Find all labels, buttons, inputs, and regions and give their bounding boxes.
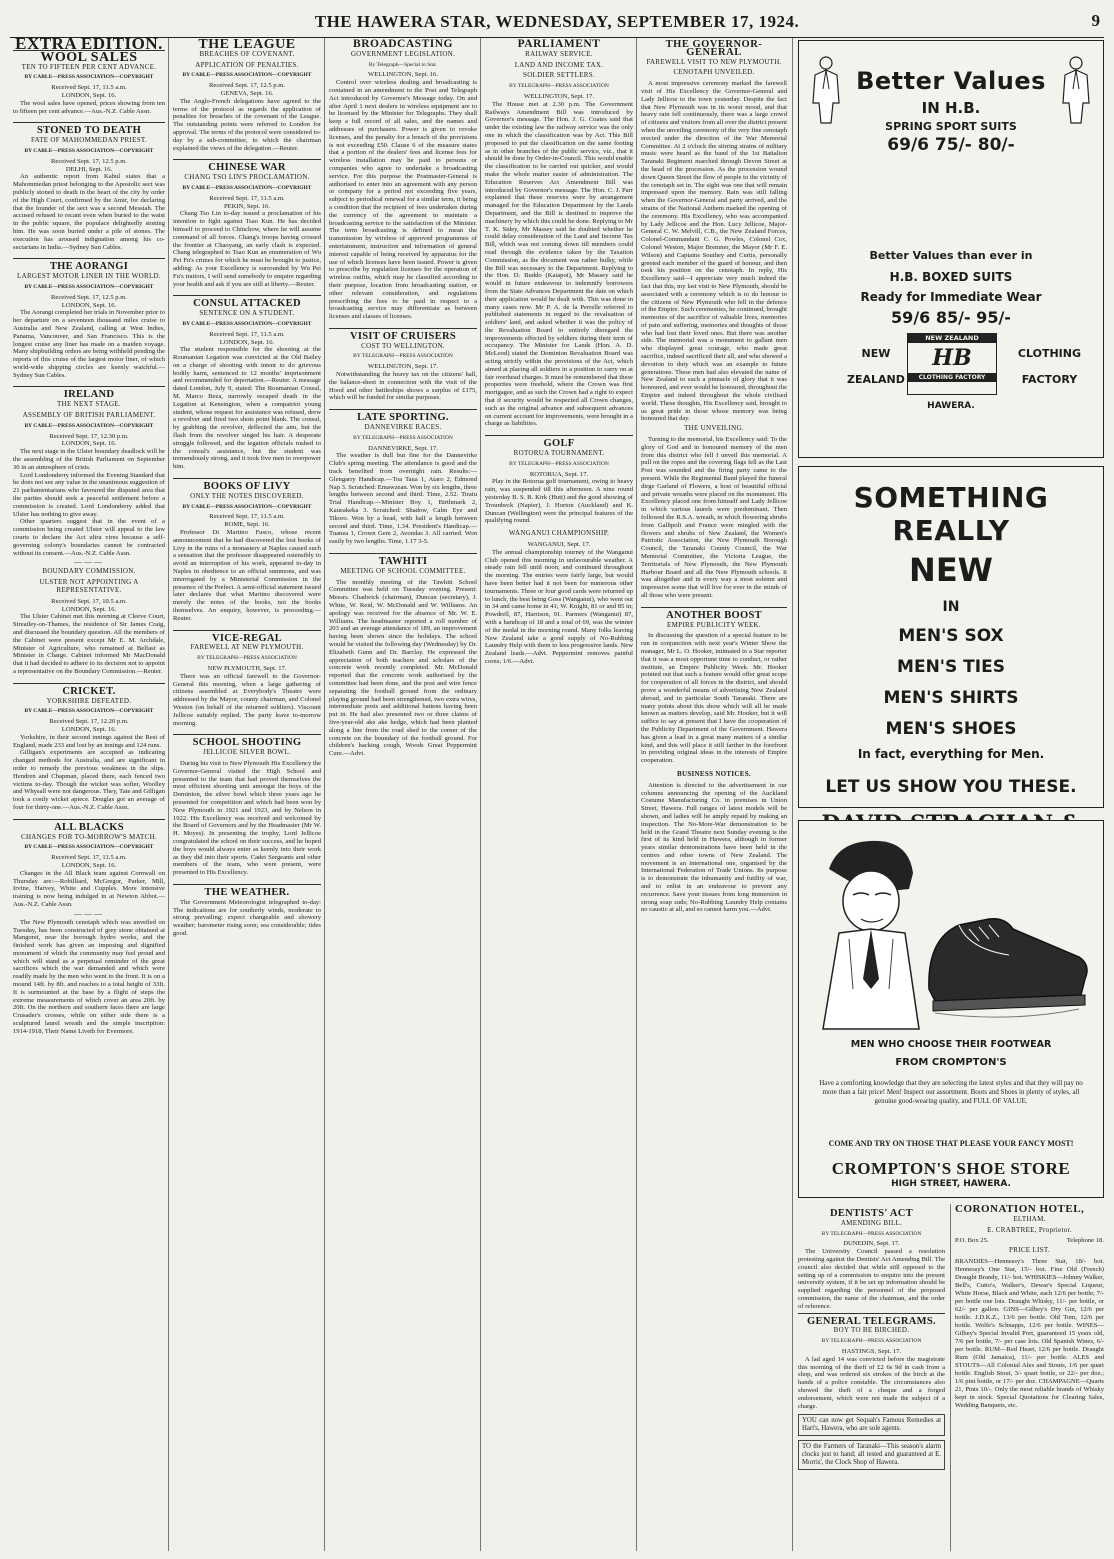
- dateline: WELLINGTON, Sept. 16.: [367, 71, 439, 79]
- cable-credit: BY CABLE—PRESS ASSOCIATION—COPYRIGHT: [182, 503, 312, 510]
- column-4: [482, 38, 636, 1551]
- telegraph-credit: BY TELEGRAPH—PRESS ASSOCIATION: [353, 434, 453, 441]
- dateline: GENEVA, Sept. 16.: [220, 89, 274, 97]
- hotel-name: CORONATION HOTEL,: [955, 1203, 1085, 1215]
- dateline: LONDON, Sept. 16.: [219, 338, 275, 346]
- ireland-subhead: THE NEXT STAGE.: [57, 400, 121, 409]
- price-list: BRANDIES—Hennessy's Three Star, 18/- bot. Hennessy's One Star, 15/- bot. Fine Old (French) Draught Brandy, 11/- bot. WHISKIES—Johnny Walker, Bell's, Cutto's, Walker's, Dewar's Special Liqueur, White Horse, Black and White, each 12/6 per bottle; 7/- per bottle one lots. Draught Whisky, 11/- per bottle, or 62/- per gallon. GINS—Gilbey's Dry Gin, 12/6 per bottle. J.D.K.Z., 13/6 per bottle. Old Tom, 12/6 per bottle. Wolfe's Schnapps, 12/6 per bottle. WINES—Gilbey's Special Invalid Port, guaranteed 15 years old, 7/6 per bottle, 7/- per case lots. Old Spanish Wines, 6/- per bottle. RUM—Red Heart, 12/6 per bottle. Draught Rum (Old Jamaica), 11/- per bottle. ALES and STOUTS—All Colonial Ales and Stouts, 1/6 per quart bottle. English Stout, 3/- quart bottle, or 22/- per doz.; 1/6 pint bottle, or 17/- per doz. CHAMPAGNE—Quarts 21, Pints 10/-. Only the most reliable brands of Whisky kept in stock. Special Quotations for Clearing Sales, Wedding Banquets, etc.: [955, 1257, 1104, 1409]
- parliament-subhead: RAILWAY SERVICE.: [525, 49, 593, 58]
- ad-prices: 59/6 85/- 95/-: [891, 308, 1011, 327]
- man-and-shoe-illustration: [809, 829, 1093, 1029]
- ad-headline: NEW: [909, 551, 993, 589]
- aorangi-subhead: LARGEST MOTOR LINER IN THE WORLD.: [17, 272, 161, 281]
- classified-ad: YOU can now get Sequah's Famous Remedies at Hart's, Hawera, who are sole agents.: [798, 1414, 945, 1436]
- stoned-subhead: FATE OF MAHOMMEDAN PRIEST.: [30, 136, 148, 145]
- received-line: Received Sept. 17, 12.5 p.m.: [51, 293, 127, 301]
- price-list-heading: PRICE LIST.: [1009, 1246, 1050, 1255]
- hb-logo: NEW ZEALAND HB CLOTHING FACTORY: [907, 333, 997, 395]
- divider: ———: [74, 557, 104, 567]
- received-line: Received Sept. 17, 12.5 p.m.: [209, 82, 285, 90]
- received-line: Received Sept. 17, 12.30 p.m.: [49, 432, 129, 440]
- all-blacks-subhead: CHANGES FOR TO-MORROW'S MATCH.: [20, 832, 158, 841]
- article-body: During his visit to New Plymouth His Excellency the Governor-General visited the High School and presented to the team that had proved themselves the most efficient shooting unit amongst the boys of the Dominion, the silver bowl which three years ago he presented for competition and which had been won by New Plymouth in 1921 and 1923, and by Nelson in 1922. His Excellency was received and welcomed by the Board of Governors and by the Headmaster (Mr W. H. Moyes). In presenting the trophy, Lord Jellicoe congratulated the school on their success, and he hoped the boys would always enter as keenly into their work as they did into their sports. Cadet Sergeants and other members of the team, who were present, were presented to His Excellency.: [173, 759, 321, 877]
- hotel-town: ELTHAM.: [1013, 1214, 1046, 1223]
- received-line: Received Sept. 17, 12.5 p.m.: [51, 157, 127, 165]
- ad-town: HAWERA.: [927, 401, 975, 411]
- stoned-headline: STONED TO DEATH: [13, 122, 165, 135]
- cable-credit: BY CABLE—PRESS ASSOCIATION—COPYRIGHT: [24, 422, 154, 429]
- dateline: DANNEVIRKE, Sept. 17.: [368, 444, 438, 452]
- boost-subhead: EMPIRE PUBLICITY WEEK.: [667, 620, 761, 629]
- shooting-subhead: JELLICOE SILVER BOWL.: [203, 748, 291, 757]
- article-body: Control over wireless dealing and broadcasting is contained in an amendment to the Post and Telegraph Act introduced by Governor's Message today. On and after April 1 next dealers in wireless equipment are to be licensed by the Minister for Telegraphs. They shall keep a full record of all sales, and the names and addresses of purchasers. Power is given to revoke licenses, and the penalty for a breach of the provisions is not exceeding £50. Clause 6 of the measure states that a portion of the dealers' fees and license fees for wireless installation may be paid to persons or companies who agree to undertake a broadcasting service. For this purpose the Postmaster-General is authorised to enter into an agreement with any person or company for a period not exceeding five years, subject to periodical renewal for a similar term, it being a condition that the recipient of fees undertakes during the currency of the agreement to maintain a broadcasting service to the satisfaction of the Minister. The term broadcasting is defined to mean the transmission by wireless of approved programmes of entertainment, instruction and information of general interest capable of being received by apparatus for the use of which licenses have been issued. Power is given to prescribe by regulation licenses for the operation of wireless outfits, which may be classified according to their purpose, location from broadcasting station, or other relevant consideration, and regulations prescribing the fees to be paid in respect to a broadcasting service may differentiate as between licenses and classes of licenses.: [329, 79, 477, 321]
- golf-headline: GOLF: [485, 435, 633, 448]
- newspaper-title: THE HAWERA STAR, WEDNESDAY, SEPTEMBER 17, 1924.: [314, 12, 800, 31]
- ad-subheadline: IN: [942, 599, 960, 615]
- received-line: Received Sept. 17, 12.20 p.m.: [49, 718, 129, 726]
- ad-product: SPRING SPORT SUITS: [885, 120, 1017, 133]
- ad-subheadline: IN H.B.: [921, 99, 981, 117]
- column-1: [10, 34, 168, 1551]
- article-body: The Anglo-French delegations have agreed to the terms of the protocol as regards the application of penalties for breaches of the covenant of the League. The outstanding points were referred to London for approval. The terms of the protocol were considered to-day by a sub-committee, to which the chairman explained the views of the delegation.—Reuter.: [173, 97, 321, 152]
- article-body: An authentic report from Kabul states that a Mahommedan priest belonging to the Apostolic sect was publicly stoned to death in the heart of the city by order of the High Court, confirmed by the Amir, for declaring that the founder of the sect was a second Messiah. The accused refused to recant even when buried to the waist in the public square, the populace delightedly stoning him. He was soon buried under a pile of stones. The execution has aroused indignation among his co-sectarians in India.—Sydney Sun Cables.: [13, 173, 165, 251]
- dentists-subhead: AMENDING BILL.: [840, 1218, 903, 1227]
- ad-headline: SOMETHING REALLY: [853, 481, 1049, 547]
- ad-tagline: In fact, everything for Men.: [857, 747, 1045, 761]
- dateline: NEW PLYMOUTH, Sept. 17.: [207, 664, 287, 672]
- league-headline: THE LEAGUE: [198, 37, 296, 52]
- telegrams-subhead: BOY TO BE BIRCHED.: [833, 1326, 910, 1335]
- ireland-headline: IRELAND: [13, 386, 165, 399]
- cruisers-subhead: COST TO WELLINGTON.: [361, 341, 445, 350]
- dateline: LONDON, Sept. 16.: [61, 440, 117, 448]
- telegraph-credit: BY TELEGRAPH—PRESS ASSOCIATION: [509, 83, 609, 90]
- business-notices-headline: BUSINESS NOTICES.: [677, 769, 751, 778]
- article-body: Gilligan's experiments are accepted as indicating changed methods for Australia, and are significant in order to remedy the previous weakness in the slips. Hendren and Chapman, placed there, each fenced two victims to-day. Though the wicket was softer, Woolley and Whysall were not dangerous. They, Tate and Gilligan took a costly wicket apiece. Douglas got an average of four for thirty-one.—Aus.-N.Z. Cable Assn.: [13, 749, 165, 811]
- dateline: LONDON, Sept. 16.: [61, 301, 117, 309]
- boundary-subhead-2: ULSTER NOT APPOINTING A REPRESENTATIVE.: [39, 578, 139, 595]
- article-body: The annual championship tourney of the Wanganui Club opened this morning in unfavourable weather. A steady rain fell until noon, and continued throughout the morning. The entries were fairly large, but would have been better had it not been for numerous other tournaments. Three or four good cards were returned up to lunch, the best being Goss (Wanganui), who went out in 34 and came home in 41; W. Knight, 81 or and 85 in; Powdrell, 87, Harrison, 91. Parmers (Wanganui) 87, with a handicap of 18 and a total of 69, was the winner of the medal in the morning round. Many folks leaving New Zealand take a good supply of No-Rubbing Laundry Help with them to less progressive lands. New Zealand leads.—Advt. Peppermint removes painful corns; 1/6.—Advt.: [485, 548, 633, 665]
- man-suit-icon: [1059, 55, 1093, 125]
- telegraph-credit: BY TELEGRAPH—PRESS ASSOCIATION: [509, 460, 609, 467]
- article-body: A most impressive ceremony marked the farewell visit of His Excellency the Governor-General and Lady Jellicoe to the town yesterday. Despite the fact that New Plymouth was in its worst mood, and that heavy rain fell continuously, there was a large crowd of citizens and visitors from all over the district present when the unveiling ceremony of the very fine cenotaph erected under the direction of the War Memorial Committee. At 2 o'clock the stirring strains of military music were heard as the band of the 1st Battalion Taranaki Regiment marched through Devon Street at the head of the procession. As the procession wound down Queen Street the flow of people to the vicinity of the cenotaph set in. The sight was one that will remain impressed upon the memory. Rain was still falling when the Governor-General and party arrived, and the strains of the National Anthem marked the opening of the ceremony. His Excellency, who was accompanied by Lady Jellicoe and the Hon. Lucy Jellicoe, Major-General C. W. Melvill, C.B., the New Zealand Forces, Colonel-Commandant C. G. Powles, Colonel Cox, Colonel Weston, Major Bremner, the Mayor (Mr F. E. Wilson) and Captains Southey and Curtis, personally greeted each member of the guard of honour, and then took his position on the cenotaph. In reply, His Excellency said—I appreciate very much indeed the fact that this, my last visit to New Plymouth, should be associated with a ceremony which is to do honour to the citizens of New Plymouth who fell in the defence of the Empire. Such ceremonies, he continued, brought memories of the sacrifice of valuable lives, memories of pain and suffering, memories and thoughts of those who had lost their loved ones. But there was another side. The memorial was a monument to gallant men who displayed great courage, who made great sacrifice, indeed sacrificed their all, and who showed a devotion to duty which was an example to future generations. These men had also elevated the name of New Zealand to such a pinnacle of glory that it was honoured, and ever would be honoured, throughout the Empire and indeed throughout the whole civilised world. These thoughts, His Excellency said, brought to us great pride in those whose memory was being honoured that day.: [641, 80, 787, 423]
- received-line: Received Sept. 17, 11.5 a.m.: [209, 194, 285, 202]
- hotel-po-box: P.O. Box 25.: [955, 1237, 989, 1245]
- ireland-subhead-2: ASSEMBLY OF BRITISH PARLIAMENT.: [22, 411, 156, 420]
- vice-regal-headline: VICE-REGAL: [173, 630, 321, 643]
- sporting-subhead: DANNEVIRKE RACES.: [364, 423, 442, 432]
- ad-headline: Better Values: [856, 67, 1046, 95]
- cable-credit: BY CABLE—PRESS ASSOCIATION—COPYRIGHT: [182, 184, 312, 191]
- article-body: The weather is dull but fine for the Dannevirke Club's spring meeting. The attendance is good and the track benefited from overnight rain. Results:— Glengarry Handicap.—Toa Taua 1, Ataro 2, Edmond Nap 3. Scratched: Emawzean. Won by six lengths, three lengths between second and third. Time, 2.52. Tiratu Trial Handicap.—Minister Boy 1, Birthmark 2, Kaueakeka 3. Scratched: Shadow, Calm Eye and Tikoro. Won by a head, with half a length between second and third. Time, 1.34. President's Handicap.—Tuanea 1, Crown Gem 2, Avondas 3. All carried. Won easily by two lengths. Time, 1.17 3-5.: [329, 452, 477, 546]
- consul-subhead: SENTENCE ON A STUDENT.: [199, 309, 295, 318]
- parliament-subhead-3: SOLDIER SETTLERS.: [523, 71, 595, 80]
- chinese-war-subhead: CHANG TSO LIN'S PROCLAMATION.: [184, 173, 310, 182]
- article-body: The House met at 2.30 p.m. The Government Railways Amendment Bill was introduced by Governor's message. The Hon. J. G. Coates said that under the existing law the railway service was the only one in which the classification was by Act. This Bill proposed to put the classification on the same footing as in other branches of the public service, viz., that it should be done by Order-in-Council. This would enable the classification to be carried out quicker, and would make the whole matter easier of administration. The Education Reserves Act Amendment Bill was introduced by Governor's message. The Hon. C. J. Parr explained that these reserves were by arrangement managed for the Education Department by the Lands Department, and the Bill is destined to improve the machinery by which this could be done. Replying to Mr T. K. Sidey, Mr Massey said he doubted whether he could delay consideration of the Land and Income Tax Bill, which was not coming down till members could read through the evidence taken by the Taxation Commission, as the document was rather bulky, while the Bill was necessary to the Department. Replying to the Hon. D. Buddo (Kaiapoi), Mr Massey said he would in future endeavour to indemnify borrowers from the State Advances Department the date on which their application would be dealt with. This was done in many cases now. Mr P. A. de la Perrelle referred to published statements in regard to the revaluation of soldiers' land, and asked whether it was the policy of the Revaluation Board to entirely disregard the improvements effected by soldiers during their term of occupancy. The Minister for Lands (Hon. A. D. McLeod) stated the Dominion Revaluation Board was acting strictly within the provisions of the Act, which aimed at placing all soldiers in a position to carry on at fair overhead charges. It must be remembered that these properties were freehold, where the Crown was first mortgagee, and as such the Crown had a right to expect that if security would be respected all Crown changes, such as the original advance and subsequent advances on current account for improvements, were brought in a charge as liabilities.: [485, 100, 633, 428]
- coronation-hotel-advertisement: [952, 1204, 1104, 1551]
- received-line: Received Sept. 17, 10.5 a.m.: [51, 597, 127, 605]
- received-line: Received Sept. 17, 11.5 a.m.: [51, 854, 127, 862]
- tawhiti-headline: TAWHITI: [329, 553, 477, 566]
- broadcasting-subhead: GOVERNMENT LEGISLATION.: [350, 49, 456, 58]
- ad-tagline: LET US SHOW YOU THESE.: [825, 777, 1077, 797]
- golf-subhead: ROTORUA TOURNAMENT.: [513, 449, 605, 458]
- dateline: HASTINGS, Sept. 17.: [841, 1347, 902, 1355]
- article-body: The Government Meteorologist telegraphed to-day: The indications are for southerly winds, moderate to strong prevailing; expect changeable and showery weather; barometer rising soon; sea considerable; tides good.: [173, 898, 321, 937]
- article-body: Chang Tso Lin to-day issued a proclamation of his intention to fight against Tsao Kun. He has decided himself to proceed to Chinchow, where he will assume command of all forces. Chang's troops having crossed the frontier at Chaoyang, an early clash is expected. Chang telegraphed to Tsao Kun an enumeration of Wu Pei Fu's crimes for which he must be brought to justice, adding: As your Excellency is surrounded by Wu Pei Fu's traitors, I will send somebody to enquire regarding your health and ask if you are still at liberty.—Reuter.: [173, 210, 321, 288]
- ad-item: MEN'S TIES: [897, 657, 1005, 677]
- dateline: ROTORUA, Sept. 17.: [529, 470, 589, 478]
- ad-label-new-zealand: NEW ZEALAND: [847, 347, 905, 386]
- broadcasting-headline: BROADCASTING: [353, 38, 453, 50]
- received-line: Received Sept. 17, 11.5 a.m.: [51, 84, 127, 92]
- unveiling-subhead: THE UNVEILING.: [684, 424, 744, 433]
- article-body: Changes in the All Black team against Cornwall on Thursday are:—Robilliard, McGregor, Parker, Mill, Irvine, Harvey, White and Cupples. More intensive training is now being indulged in at Newton Abbot.—Aus.-N.Z. Cable Assn.: [13, 869, 165, 908]
- cable-credit: BY CABLE—PRESS ASSOCIATION—COPYRIGHT: [24, 147, 154, 154]
- gg-subhead: FAREWELL VISIT TO NEW PLYMOUTH.: [646, 57, 782, 66]
- telegraph-credit: BY TELEGRAPH—PRESS ASSOCIATION: [821, 1338, 922, 1345]
- another-boost-headline: ANOTHER BOOST: [641, 607, 787, 620]
- man-suit-icon: [809, 55, 843, 125]
- books-of-livy-headline: BOOKS OF LIVY: [173, 478, 321, 491]
- late-sporting-headline: LATE SPORTING.: [329, 409, 477, 422]
- wool-sales-subhead: TEN TO FIFTEEN PER CENT ADVANCE.: [21, 62, 157, 71]
- dateline: WELLINGTON, Sept. 17.: [367, 363, 439, 371]
- cricket-headline: CRICKET.: [13, 683, 165, 696]
- hotel-phone: Telephone 18.: [1066, 1237, 1104, 1245]
- cable-credit: BY CABLE—PRESS ASSOCIATION—COPYRIGHT: [24, 74, 154, 81]
- article-body: In discussing the question of a special feature to be run in conjunction with next year's Winter Show the manager, Mr L. O. Hooker, intimated to a Star reporter that it was a most opportune time to conduct, or rather institute, an Empire Publicity Week. Mr. Hooker pointed out that such a feature would offer great scope for cooperation of all forces in the district, and should prove a wonderful means of advertising New Zealand abroad, and in particular South Taranaki. There are many points about this show which will all be made known as matters develop, said Mr. Hooker, but it will suffice to say at present that I have the cooperation of the Publicity Department of the Government. Hawera has given a lead in a great many matters of a similar kind, and this will place it still farther in the forefront in providing original ideas in the interests of Empire cooperation.: [641, 632, 787, 765]
- cable-credit: BY CABLE—PRESS ASSOCIATION—COPYRIGHT: [24, 708, 154, 715]
- aorangi-headline: THE AORANGI: [13, 258, 165, 271]
- article-body: The New Plymouth cenotaph which was unveiled on Tuesday, has been constructed of grey stone obtained at Mangorei, near the borough hydro works, and the finished work has given an imposing and dignified monument of which the community may feel proud and which will stand as a perpetual reminder of the great sacrifices which the war demanded and which were readily made by the men who went to the front. It is on a mound 14ft. by 8ft. and reaches to a total height of 33ft. It is surmounted at the base by a flight of steps the extreme measurements of which cover an area 20ft. by 20ft. On the northern and southern faces there are large Crusader's crosses, while on either side there is a sculptured laurel wreath and the simple inscription: 1914-1918, Their Name Liveth for Evermore.: [13, 918, 165, 1035]
- dateline: WELLINGTON, Sept. 17.: [523, 92, 595, 100]
- ad-prices: 69/6 75/- 80/-: [887, 135, 1015, 155]
- gg-subhead-2: CENOTAPH UNVEILED.: [673, 68, 755, 77]
- weather-headline: THE WEATHER.: [173, 884, 321, 897]
- ad-label-clothing-factory: CLOTHING FACTORY: [1017, 347, 1081, 386]
- column-3: [326, 38, 480, 1551]
- article-body: The Ulster Cabinet met this morning at Cleeve Court, Streatley-on-Thames, the residence of Sir James Craig, and discussed the boundary question. All the members of the Cabinet were present except Mr E. M. Archdale, Minister of Agriculture, who remained at Belfast as Minister in Charge. Cabinet informed Mr MacDonald that it had decided to adhere to its decision not to appoint a representative on the Boundary Commission.—Reuter.: [13, 613, 165, 675]
- article-body: Yorkshire, in their second innings against the Rest of England, made 233 and lost by an innings and 124 runs.: [13, 733, 165, 749]
- telegraph-credit: BY TELEGRAPH—PRESS ASSOCIATION: [353, 353, 453, 360]
- page-number: 9: [1091, 11, 1100, 30]
- wanganui-subhead: WANGANUI CHAMPIONSHIP.: [508, 529, 610, 538]
- governor-general-headline: THE GOVERNOR-GENERAL: [665, 39, 763, 58]
- bottom-news-column: [798, 1204, 948, 1551]
- parliament-headline: PARLIAMENT: [517, 38, 601, 50]
- boundary-subhead: BOUNDARY COMMISSION.: [42, 567, 136, 576]
- ad-tagline: COME AND TRY ON THOSE THAT PLEASE YOUR FANCY MOST!: [828, 1139, 1074, 1148]
- article-body: The University Council passed a resolution protesting against the Dentists' Act Amending Bill. The council also decided that while still opposed to the setting up of a commission to enquire into the present university system, if it be set up information should be supplied regarding the personnel of the proposed commission, the name of the chairman, and the order of reference.: [798, 1248, 945, 1310]
- telegraph-credit: By Telegraph—Special to Star.: [368, 61, 438, 68]
- tawhiti-subhead: MEETING OF SCHOOL COMMITTEE.: [340, 566, 466, 575]
- article-body: The student responsible for the shooting at the Roumanian Legation was convicted at the Old Bailey on a charge of shooting with intent to do grievous bodily harm, sentenced to 12 months' imprisonment and recommended for deportation.—Reuter. A message dated London, July 9, stated: The Roumanian Consul, M. Marco Beza, narrowly escaped death in the Legation at Kensington, when a compatriot young student, whose request for assistance was refused, drew a revolver and fired two shots point blank. The consul, by grabbing the revolver, deflected the aim, but the flash from the revolver singed his hair. A desperate struggle followed, and the legation officials rushed to the consul's assistance, but the student was tremendously strong, and it took five men to overpower him.: [173, 346, 321, 471]
- dateline: ROME, Sept. 16.: [224, 521, 270, 529]
- article-body: Lord Londonderry informed the Evening Standard that he does not see any value in the unanimous suggestion of 21 parliamentarians who favoured the disputed area that the parties should seek a peaceful settlement before a commission is created. Lord Londonderry added that Ulster has nothing to give away.: [13, 471, 165, 518]
- dateline: LONDON, Sept. 16.: [61, 861, 117, 869]
- ad-product: H.B. BOXED SUITS: [889, 270, 1013, 284]
- masthead: [10, 8, 1104, 38]
- all-blacks-headline: ALL BLACKS: [13, 819, 165, 832]
- ad-item: MEN'S SOX: [898, 626, 1004, 646]
- article-body: Turning to the memorial, his Excellency said: To the glory of God and in honoured memory of the men from this district who fell I unveil this memorial. A pull on the ropes and the covering flags fell as the Last Post was sounded and the firing party came to the present. While the Regimental Band played the funeral dirge Garland of Flowers, a host of beautiful official and private wreaths were placed on the monument. His Excellency placed one from himself and Lady Jellicoe in which various laurels were predominant. Then followed the R.S.A. wreath, in which flowering shrubs from Gallipoli and France were mingled with the flowers and shrubs of New Zealand, the Women's Patriotic Association, the New Plymouth Borough Council, the Taranaki County Council, the War Memorial Committee, the Victoria League, the Territorials of New Plymouth, the New Plymouth Harbour Board and all the New Plymouth schools. It was altogether and in every way a most solemn and impressive scene that will live for ever in the minds of all those who were present.: [641, 436, 787, 599]
- article-body: There was an official farewell to the Governor-General this morning, when a large gathering of citizens assembled at Everybody's Theatre were addressed by the Mayor, county chairman, and Colonel Weston (on behalf of the returned soldiers). Viscount Jellicoe suitably replied. The party leave to-morrow morning.: [173, 672, 321, 727]
- telegraph-credit: BY TELEGRAPH—PRESS ASSOCIATION: [821, 1230, 922, 1237]
- received-line: Received Sept. 17, 11.5 a.m.: [209, 330, 285, 338]
- column-2: [170, 38, 324, 1551]
- dateline: LONDON, Sept. 16.: [61, 91, 117, 99]
- ad-item: MEN'S SHIRTS: [883, 688, 1019, 708]
- dateline: DELHI, Sept. 16.: [65, 165, 113, 173]
- general-telegrams-headline: GENERAL TELEGRAMS.: [798, 1313, 945, 1326]
- dentists-act-headline: DENTISTS' ACT: [830, 1208, 913, 1219]
- strachan-advertisement: [798, 466, 1104, 808]
- cable-credit: BY CABLE—PRESS ASSOCIATION—COPYRIGHT: [182, 72, 312, 79]
- league-subhead-2: APPLICATION OF PENALTIES.: [195, 60, 299, 69]
- dateline: LONDON, Sept. 16.: [61, 725, 117, 733]
- school-shooting-headline: SCHOOL SHOOTING: [173, 734, 321, 747]
- ad-headline: MEN WHO CHOOSE THEIR FOOTWEAR: [850, 1039, 1052, 1050]
- ad-tagline: Better Values than ever in: [869, 249, 1033, 262]
- article-body: Other quarters suggest that in the event of a commission being created Ulster will appeal to the law courts to declare the Act ultra vires because a self-governing colony's boundaries cannot be contracted without its consent.—Aus.-N.Z. Cable Assn.: [13, 518, 165, 557]
- ad-item: MEN'S SHOES: [885, 719, 1017, 739]
- article-body: Professor Di Martino Fusco, whose recent announcement that he had discovered the lost books of Livy in the ruins of a monastery at Naples caused such a sensation that the professor disappeared ostensibly to avoid an interruption of his work, appeared to-day in Naples in obedience to an official summons, and was interrogated by a Ministerial Commission in the presence of the Prefect. A semi-official statement issued later declares that what Martino discovered were merely the notes of the books, not the books themselves. An enquiry, however, is proceeding.—Reuter.: [173, 529, 321, 622]
- received-line: Received Sept. 17, 11.5 a.m.: [209, 513, 285, 521]
- vice-regal-subhead: FAREWELL AT NEW PLYMOUTH.: [190, 643, 304, 652]
- ad-tagline: Ready for Immediate Wear: [860, 290, 1042, 304]
- ad-headline: FROM CROMPTON'S: [895, 1057, 1007, 1068]
- dateline: WANGANUI, Sept. 17.: [527, 541, 591, 549]
- article-body: A lad aged 14 was convicted before the magistrate this morning of the theft of £2 6s 9d in cash from a shop, and was ordered six strokes of the birch at the hands of a police constable. The circumstances also showed the theft of a cheque and a forged endorsement, which were not made the subject of a charge.: [798, 1355, 945, 1410]
- cricket-subhead: YORKSHIRE DEFEATED.: [46, 696, 132, 705]
- article-body: The next stage in the Ulster boundary deadlock will be the assembling of the British Parliament on September 30 in an atmosphere of crisis.: [13, 448, 165, 471]
- ad-body: Have a comforting knowledge that they are selecting the latest styles and that they will pay no more than a fair price! Men! Inspect our assortment. Boots and Shoes in plenty of styles, all genuine good-wearing quality, and FULL OF VALUE.: [819, 1079, 1083, 1105]
- cable-credit: BY CABLE—PRESS ASSOCIATION—COPYRIGHT: [24, 844, 154, 851]
- consul-attacked-headline: CONSUL ATTACKED: [173, 295, 321, 308]
- league-subhead: BREACHES OF COVENANT.: [199, 49, 295, 58]
- article-body: The wool sales have opened, prices showing from ten to fifteen per cent advance.—Aus.-N.Z. Cable Assn.: [13, 99, 165, 115]
- column-5: [638, 38, 790, 1551]
- divider: ———: [74, 908, 104, 918]
- livy-subhead: ONLY THE NOTES DISCOVERED.: [190, 491, 304, 500]
- dateline: DUNEDIN, Sept. 17.: [843, 1240, 900, 1248]
- ad-firm-name: CROMPTON'S SHOE STORE: [831, 1159, 1071, 1178]
- chinese-war-headline: CHINESE WAR: [173, 159, 321, 172]
- cromptons-advertisement: [798, 820, 1104, 1198]
- article-body: Play in the Rotorua golf tournament, owing to heavy rain, was suspended till this afternoon. A nine round yesterday B. S. B. Kirk (Hutt) and the good showing of Trounbeck (Napier), J. Horton (Auckland) and K. Duncan (Wellington) were the principal features of the qualifying round.: [485, 478, 633, 525]
- ad-address: HIGH STREET, HAWERA.: [891, 1179, 1011, 1189]
- dateline: PEKIN, Sept. 16.: [224, 202, 270, 210]
- wool-sales-headline: WOOL SALES: [40, 49, 138, 65]
- cruisers-headline: VISIT OF CRUISERS: [329, 328, 477, 341]
- classified-ad: TO the Farmers of Taranaki—This season's alarm clocks just to hand; all tested and guaranteed at E. Morris', the Clock Shop of Hawera.: [798, 1440, 945, 1470]
- telegraph-credit: BY TELEGRAPH—PRESS ASSOCIATION: [197, 655, 297, 662]
- cable-credit: BY CABLE—PRESS ASSOCIATION—COPYRIGHT: [182, 320, 312, 327]
- better-values-advertisement: [798, 40, 1104, 458]
- article-body: Attention is directed to the advertisement in our columns announcing the opening of the Auckland Costume Manufacturing Co. in premises in Union Street, Hawera. Full ranges of latest models will be shown, and ladies will be amply repaid by making an inspection. The No-More-War demonstration to be held in the Grand Theatre next Sunday evening is the first of its kind held in Hawera, although in former years similar demonstrations have been held in the centres and other towns of New Zealand. The movement is an international one, organised by the International Federation of Trade Unions. Its purpose is to demonstrate the inhumanity and futility of war, and to enlist in an endeavour to prevent any recurrence. Save your tissues from long immersion in strong soap suds; No-Rubbing Laundry Help contains no caustic at all, and so cannot harm you.—Advt.: [641, 781, 787, 914]
- extra-edition-heading: EXTRA EDITION.: [13, 40, 165, 51]
- cable-credit: BY CABLE—PRESS ASSOCIATION—COPYRIGHT: [24, 283, 154, 290]
- article-body: The Aorangi completed her trials in November prior to her departure on a seventeen thousand miles cruise to Australia and New Zealand, calling at West Indies, Panama, Vancouver, and San Francisco. This is the longest cruise any liner has made on a maiden voyage. Many shipbuilding orders are being withheld pending the reports of this cruise of the largest motor liner, of which world-wide shipping circles are keenly watchful.—Sydney Sun Cables.: [13, 309, 165, 379]
- dateline: LONDON, Sept. 16.: [61, 605, 117, 613]
- article-body: Notwithstanding the heavy tax on the citizens' hall, the balance-sheet in connection with the visit of the Hood and other battleships shows a surplus of £175, which will be funded for similar purposes.: [329, 371, 477, 402]
- article-body: The monthly meeting of the Tawhiti School Committee was held on Tuesday evening. Present: Messrs. Chadwick (chairman), Duncan (secretary), J. White, W. Reid, W. McDonald and W. Williams. An apology was received for the absence of Mr. W. E. Williams. The headmaster reported a roll number of 203 and an average attendance of 189, an improvement having been shown since the holidays. The school would be visited the following day (Wednesday) by Dr. Elizabeth Gunn and Dr. Barclay. He expressed the appreciation of both teachers and scholars of the concrete work recently completed. Mr. McDonald reported that the concrete work authorised by the committee had been done, and the post and wire fence separating the football ground from the ordinary playing ground had been strengthened, two extra wires, intermediate posts and additional battens having been put in. He had also presented two or three claims of five-year-old ake ake hedge, which had been planted along a line from the road shed to the corner of the concrete on the boundary of the football ground. For children's hacking cough, Woods Great Peppermint Cure.—Advt.: [329, 578, 477, 758]
- hotel-proprietor: E. CRABTREE, Proprietor.: [987, 1225, 1072, 1234]
- parliament-subhead-2: LAND AND INCOME TAX.: [514, 60, 604, 69]
